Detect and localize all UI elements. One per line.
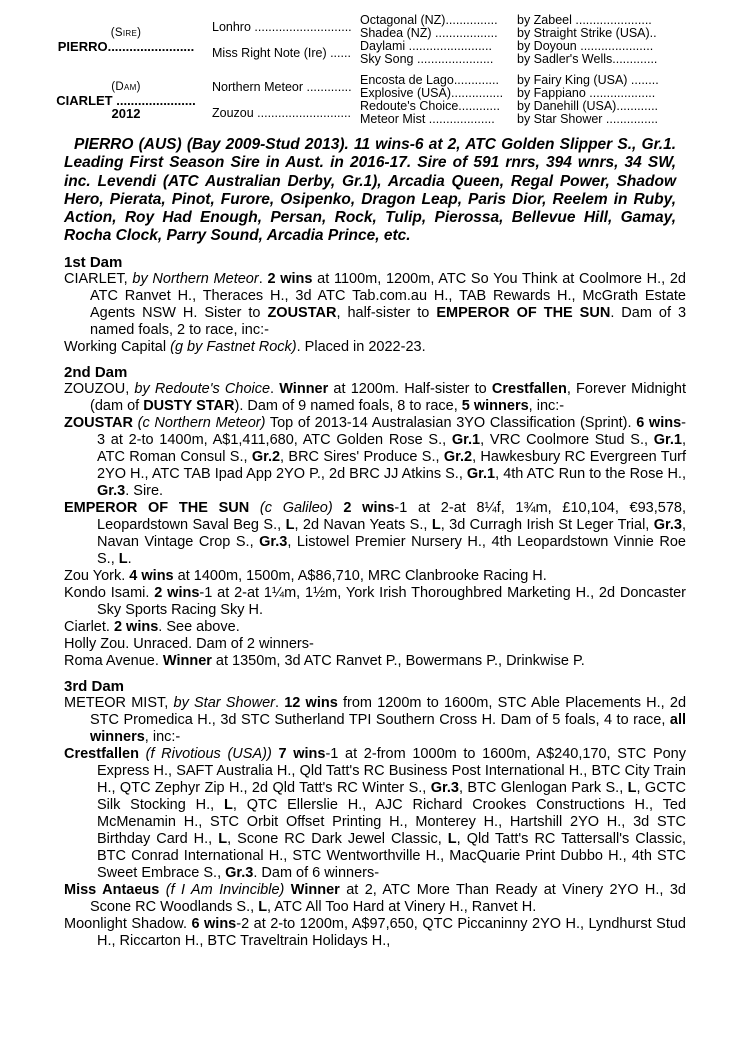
text-run: Crestfallen [64,746,146,762]
sire-half [40,14,716,66]
dam-section-heading: 1st Dam [64,254,123,271]
text-run: . [270,381,280,397]
text-run: , inc:- [528,398,565,414]
text-run: L [285,517,295,533]
gen4-cell: by Star Shower ............... [517,113,659,126]
text-run: at 1350m, 3d ATC Ranvet P., Bowermans P., Drinkwise P. [211,653,585,669]
text-run: Gr.1 [466,466,496,482]
gen3-cell: Meteor Mist ................... [360,113,495,126]
text-run: . Placed in 2022-23. [296,339,426,355]
text-run: , inc:- [144,729,181,745]
text-run: Winner [290,882,340,898]
text-run: 5 winners [461,398,529,414]
text-run: Zou York. [64,568,130,584]
gen2-cell: Zouzou ........................... [212,105,351,120]
text-run: 2 wins [113,619,159,635]
text-run: (f I Am Invincible) [165,882,285,898]
text-run: ZOUZOU, [64,381,135,397]
gen4-cell: by Sadler's Wells............. [517,53,658,66]
text-run: . [127,551,132,567]
text-run: , VRC Coolmore Stud S., [480,432,654,448]
sire-gen2-column [212,14,360,66]
text-run: all winners [90,712,686,745]
gen4-cell: by Doyoun ..................... [517,40,654,53]
sire-gen3-column [360,14,517,66]
text-run: Gr.3 [430,780,459,796]
text-run: Gr.1 [451,432,481,448]
text-run: Gr.3 [225,865,254,881]
text-run: by Northern Meteor [132,271,259,287]
text-run: 2 wins [154,585,200,601]
pedigree-entry [64,695,686,746]
text-run: L [627,780,637,796]
text-run: EMPEROR OF THE SUN [436,305,611,321]
gen3-cell: Octagonal (NZ)............... [360,14,498,27]
text-run: CIARLET, [64,271,133,287]
pedigree-entry [64,339,686,356]
pedigree-table [40,14,716,126]
text-run: . [258,271,268,287]
text-run [333,500,344,516]
text-run: 4 wins [129,568,174,584]
text-run: -1 at 2-at 1¼m, 1½m, York Irish Thoroughbred Marketing H., 2d Doncaster Sky Sports Racing Sky H. [97,585,686,618]
text-run: Winner [279,381,329,397]
text-run: Gr.2 [251,449,281,465]
text-run: L [118,551,128,567]
gen3-cell: Sky Song ...................... [360,53,494,66]
text-run: -1 at 2-from 1000m to 1600m, A$240,170, STC Pony Express H., SAFT Australia H., Qld Tatt's RC Business Post International H., BTC City Train H., QTC Zephyr Zip H., 2d Qld Tatt's RC Winter S., [97,746,686,796]
gen3-cell: Explosive (USA)............... [360,87,504,100]
text-run: , BTC Glenlogan Park S., [458,780,628,796]
dam-section-heading: 2nd Dam [64,364,128,381]
text-run: (g by Fastnet Rock) [170,339,297,355]
text-run: L [223,797,233,813]
text-run: , Qld Tatt's RC Tattersall's Classic, BTC Conrad International H., STC Wentworthville H., MacQuarie Print Dubbo H., 4th STC Sweet Embrace S., [97,831,686,881]
text-run: 2 wins [267,271,313,287]
text-run: Working Capital [64,339,171,355]
text-run: 6 wins [636,415,682,431]
pedigree-entry [64,568,686,585]
pedigree-entry [64,916,686,950]
text-run: ZOUSTAR [267,305,337,321]
pedigree-entry [64,381,686,415]
text-run: 6 wins [191,916,237,932]
text-run: , 3d Curragh Irish St Leger Trial, [440,517,654,533]
sire-summary [64,136,676,246]
dam-section-heading: 3rd Dam [64,678,125,695]
text-run: Gr.1 [653,432,682,448]
dam-gen2-column [212,74,360,126]
text-run: by Redoute's Choice [134,381,271,397]
text-run: , Forever Midnight (dam of [90,381,686,414]
text-run: at 1100m, 1200m, ATC So You Think at Coolmore H., 2d ATC Ranvet H., Theraces H., 3d ATC Tab.com.au H., TAB Rewards H., McGrath Estate Agents NSW H. Sister to [90,271,686,321]
dam-block [40,74,212,126]
dam-name: CIARLET ...................... [56,93,196,107]
text-run: , 2d Navan Yeats S., [294,517,432,533]
text-run: 2 wins [343,500,395,516]
gen4-cell: by Fairy King (USA) ........ [517,74,659,87]
text-run: -2 at 2-to 1200m, A$97,650, QTC Piccaninny 2YO H., Lyndhurst Stud H., Riccarton H., BTC Traveltrain Holidays H., [97,916,686,949]
text-run: -3 at 2-to 1400m, A$1,411,680, ATC Golden Rose S., [97,415,686,448]
text-run: Gr.3 [653,517,682,533]
text-run: L [218,831,228,847]
text-run: Holly Zou. Unraced. Dam of 2 winners- [64,636,314,652]
text-run: L [258,899,268,915]
sire-name: PIERRO........................ [57,40,195,53]
gen4-cell: by Fappiano ................... [517,87,656,100]
gen2-cell: Northern Meteor ............. [212,79,352,94]
text-run: at 1400m, 1500m, A$86,710, MRC Clanbrooke Racing H. [173,568,547,584]
gen3-cell: Redoute's Choice............ [360,100,500,113]
text-run: , BRC Sires' Produce S., [280,449,444,465]
dam-year: 2012 [111,105,141,121]
pedigree-body [64,246,686,950]
gen3-cell: Daylami ........................ [360,40,492,53]
text-run: . [274,695,285,711]
text-run: ). Dam of 9 named foals, 8 to race, [234,398,462,414]
text-run: . Sire. [125,483,164,499]
text-run: 7 wins [278,746,326,762]
text-run: (c Northern Meteor) [137,415,266,431]
text-run: Ciarlet. [64,619,114,635]
text-run: at 2, ATC More Than Ready at Vinery 2YO H., 3d Scone RC Woodlands S., [90,882,686,915]
pedigree-entry [64,500,686,568]
text-run: L [447,831,457,847]
pedigree-entry [64,415,686,500]
text-run: DUSTY STAR [143,398,235,414]
pedigree-entry [64,271,686,339]
sire-block [40,14,212,66]
text-run: , Navan Vintage Crop S., [97,517,687,550]
dam-gen4-column [517,74,716,126]
pedigree-entry [64,636,686,653]
text-run: , ATC Roman Consul S., [97,432,686,465]
dam-tag: (Dam) [111,80,141,93]
text-run: Crestfallen [491,381,567,397]
gen3-cell: Encosta de Lago............. [360,74,499,87]
text-run: . Dam of 6 winners- [253,865,380,881]
text-run: Gr.3 [97,483,126,499]
text-run: . See above. [158,619,240,635]
text-run: , ATC All Too Hard at Vinery H., Ranvet H. [267,899,537,915]
text-run: , 4th ATC Run to the Rose H., [495,466,686,482]
text-run: -1 at 2-at 8¼f, 1¾m, £10,104, €93,578, Leopardstown Saval Beg S., [97,500,687,533]
text-run: EMPEROR OF THE SUN [64,500,260,516]
text-run: L [431,517,441,533]
text-run: Kondo Isami. [64,585,155,601]
text-run: ZOUSTAR [64,415,138,431]
pedigree-entry [64,746,686,882]
text-run: at 1200m. Half-sister to [328,381,492,397]
pedigree-entry [64,585,686,619]
text-run: , Listowel Premier Nursery H., 4th Leopardstown Vinnie Roe S., [97,534,686,567]
text-run: Gr.3 [259,534,288,550]
sire-tag: (Sire) [110,27,142,39]
text-run: Gr.2 [443,449,473,465]
text-run: 12 wins [284,695,338,711]
gen4-cell: by Zabeel ...................... [517,14,652,27]
dam-gen3-column [360,74,517,126]
text-run: Top of 2013-14 Australasian 3YO Classification (Sprint). [265,415,637,431]
text-run: by Star Shower [173,695,275,711]
dam-half [40,74,716,126]
text-run: (c Galileo) [259,500,333,516]
text-run: , half-sister to [336,305,437,321]
text-run: , Scone RC Dark Jewel Classic, [227,831,448,847]
text-run: (f Rivotious (USA)) [145,746,272,762]
gen2-cell: Lonhro ............................ [212,19,352,34]
gen2-cell: Miss Right Note (Ire) ...... [212,45,351,60]
text-run: PIERRO (AUS) (Bay 2009-Stud 2013). 11 wins-6 at 2, ATC Golden Slipper S., Gr.1. Leading First Season Sire in Aust. in 2016-17. Sire of 591 rnrs, 394 wnrs, 34 SW, inc. Levendi (ATC Australian Derby, Gr.1), Arcadia Queen, Regal Power, Shadow Hero, Pierata, Pinot, Furore, Osipenko, Dragon Leap, Paris Dior, Reelem in Ruby, Action, Roy Had Enough, Persan, Rock, Tulip, Pierossa, Bellevue Hill, Gamay, Rocha Clock, Parry Sound, Arcadia Prince, etc. [64,136,676,245]
pedigree-entry [64,882,686,916]
sire-gen4-column [517,14,716,66]
text-run: METEOR MIST, [64,695,174,711]
text-run: from 1200m to 1600m, STC Able Placements H., 2d STC Promedica H., 3d STC Sutherland TPI Southern Cross H. Dam of 5 foals, 4 to race, [90,695,687,728]
text-run: , Hawkesbury RC Evergreen Turf 2YO H., ATC TAB Ipad App 2YO P., 2d BRC JJ Atkins S., [97,449,686,482]
text-run: Winner [162,653,212,669]
pedigree-entry [64,619,686,636]
gen4-cell: by Danehill (USA)............ [517,100,659,113]
gen3-cell: Shadea (NZ) .................. [360,27,498,40]
text-run: , QTC Ellerslie H., AJC Richard Crookes Constructions H., Ted McMenamin H., STC Orbit Offset Printing H., Monterey H., Hartshill 2YO H., 3d STC Birthday Card H., [97,797,687,847]
text-run: Moonlight Shadow. [64,916,192,932]
pedigree-entry [64,653,686,670]
text-run: . Dam of 3 named foals, 2 to race, inc:- [90,305,687,338]
gen4-cell: by Straight Strike (USA).. [517,27,657,40]
text-run: , GCTC Silk Stocking H., [97,780,687,813]
text-run: Miss Antaeus [64,882,166,898]
text-run: Roma Avenue. [64,653,163,669]
